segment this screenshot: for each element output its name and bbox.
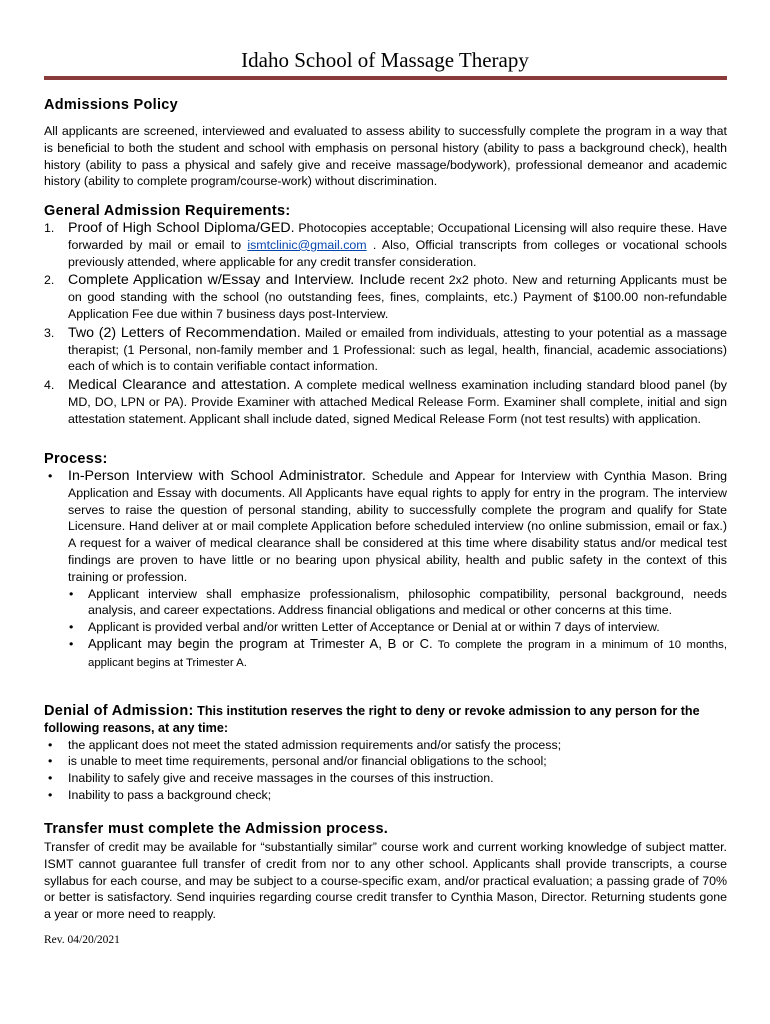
- transfer-body: Transfer of credit may be available for “substantially similar” course work and current working knowledge of subject matter. ISMT cannot guarantee full transfer of credit from nor to any other school. Applicants shall provide transcripts, a course syllabus for each course, and may be subject to a course-specific exam, and/or practical evaluation; a passing grade of 70% or better is satisfactory. Send inquiries regarding course credit transfer to Cynthia Mason, Director. Returning students gone a year or more need to reapply.: [44, 840, 727, 922]
- denial-item: [44, 737, 727, 754]
- process-subitem-text: Applicant interview shall emphasize professionalism, philosophic compatibility, personal background, needs analysis, and career expectations. Address financial obligations and medical or other concerns at this time.: [88, 586, 727, 618]
- requirements-list: [44, 220, 727, 428]
- revision-date: Rev. 04/20/2021: [44, 934, 120, 946]
- requirement-lead: Complete Application w/Essay and Interview. Include: [68, 272, 406, 289]
- bullet-icon: •: [48, 787, 53, 802]
- requirements-heading: General Admission Requirements:: [44, 203, 291, 219]
- requirement-number: 4.: [44, 378, 55, 393]
- requirement-text: A complete medical wellness examination including standard blood panel (by MD, DO, LPN or PA). Provide Examiner with attached Medical Release Form. Examiner shall complete, initial and sign attestation statement. Applicant shall include dated, signed Medical Release Form (not test results) with application.: [68, 378, 727, 426]
- requirement-text: Mailed or emailed from individuals, attesting to your potential as a massage therapist; (1 Personal, non-family member and 1 Professional: such as legal, health, financial, academic associations) each of which is to contain verifiable contact information.: [68, 325, 727, 374]
- denial-item-text: Inability to safely give and receive massages in the courses of this instruction.: [68, 771, 494, 786]
- bullet-icon: •: [48, 771, 53, 786]
- requirement-lead: Proof of High School Diploma/GED.: [68, 220, 295, 236]
- bullet-icon: •: [69, 636, 74, 651]
- denial-section: [44, 703, 727, 804]
- bullet-icon: •: [48, 469, 53, 483]
- denial-item: [44, 753, 727, 770]
- process-list: [44, 468, 727, 672]
- process-subitem-text: Applicant is provided verbal and/or written Letter of Acceptance or Denial at or within 7 days of interview.: [88, 620, 660, 635]
- requirement-lead: Medical Clearance and attestation.: [68, 377, 291, 394]
- requirement-text: . Also, Official transcripts from colleges or vocational schools previously attended, where applicable for any credit transfer consideration.: [68, 237, 727, 269]
- transfer-heading: Transfer must complete the Admission process.: [44, 821, 389, 837]
- bullet-icon: •: [48, 754, 53, 769]
- denial-item-text: is unable to meet time requirements, personal and/or financial obligations to the school;: [68, 754, 547, 769]
- process-text: Schedule and Appear for Interview with Cynthia Mason. Bring Application and Essay with documents. All Applicants have equal rights to apply for entry in the program. The interview serves to raise the question of personal standing, ability to successfully complete the program and qualify for State Licensure. Hand deliver at or mail complete Application before scheduled interview (no online submission, email or fax.) A request for a waiver of medical clearance shall be considered at this time where disability status and/or medical test findings are proven to have little or no bearing upon physical ability, health and public safety in the context of this training or profession.: [68, 469, 727, 584]
- denial-item-text: the applicant does not meet the stated admission requirements and/or satisfy the process;: [68, 737, 562, 752]
- requirement-item: [44, 272, 727, 322]
- process-lead: In-Person Interview with School Administrator.: [68, 468, 366, 484]
- bullet-icon: •: [69, 620, 74, 635]
- requirement-lead: Two (2) Letters of Recommendation.: [68, 324, 301, 341]
- email-link[interactable]: ismtclinic@gmail.com: [247, 237, 367, 252]
- process-subitem: [44, 619, 727, 636]
- denial-intro-text: This institution reserves the right to deny or revoke admission to any person for the following reasons, at any time:: [44, 704, 700, 735]
- process-subitem-text: To complete the program in a minimum of 10 months, applicant begins at Trimester A.: [88, 638, 727, 669]
- process-subitem: [44, 586, 727, 620]
- title-rule: [44, 76, 727, 80]
- process-item: [44, 468, 727, 586]
- denial-item-text: Inability to pass a background check;: [68, 787, 272, 802]
- denial-item: [44, 787, 727, 804]
- bullet-icon: •: [48, 737, 53, 752]
- requirement-item: [44, 377, 727, 427]
- admissions-heading: Admissions Policy: [44, 97, 179, 113]
- requirement-number: 2.: [44, 273, 55, 288]
- requirement-item: [44, 220, 727, 270]
- process-subitem-lead: Applicant may begin the program at Trimester A, B or C.: [88, 635, 433, 651]
- process-heading: Process:: [44, 451, 108, 467]
- denial-intro: [44, 703, 727, 737]
- admissions-body: All applicants are screened, interviewed and evaluated to assess ability to successfully complete the program in a way that is beneficial to both the student and school with emphasis on personal history (ability to pass a background check), health history (ability to pass a physical and safely give and receive massage/bodywork), professional demeanor and academic history (ability to complete program/course-work) without discrimination.: [44, 124, 727, 189]
- requirement-text: Photocopies acceptable; Occupational Licensing will also require these. Have forwarded by mail or email to: [68, 221, 727, 252]
- bullet-icon: •: [69, 586, 74, 601]
- requirement-number: 3.: [44, 325, 55, 340]
- page-title: Idaho School of Massage Therapy: [241, 48, 529, 72]
- denial-item: [44, 770, 727, 787]
- requirement-text: recent 2x2 photo. New and returning Applicants must be on good standing with the school (no outstanding fees, fines, complaints, etc.) Payment of $100.00 non-refundable Application Fee due within 7 business days post-Interview.: [68, 273, 727, 321]
- requirement-item: [44, 325, 727, 375]
- requirement-number: 1.: [44, 221, 55, 235]
- denial-heading: Denial of Admission:: [44, 703, 194, 719]
- process-subitem: [44, 636, 727, 672]
